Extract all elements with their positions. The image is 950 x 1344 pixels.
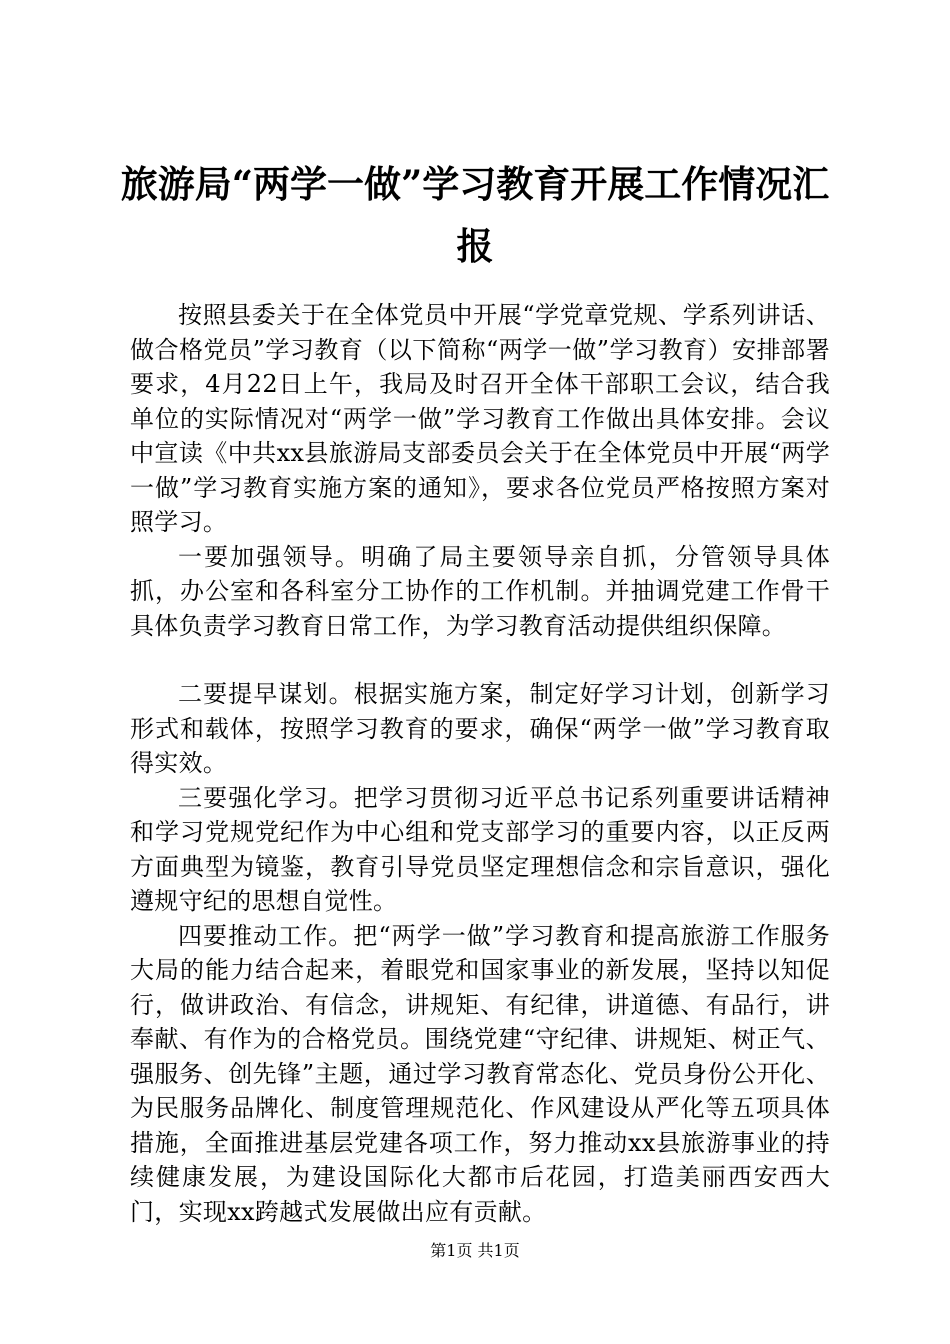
paragraph-planning: 二要提早谋划。根据实施方案，制定好学习计划，创新学习形式和载体，按照学习教育的要求，确保“两学一做”学习教育取得实效。 bbox=[130, 680, 830, 777]
page-footer: 第1页 共1页 bbox=[430, 1241, 520, 1260]
document-title-line-2: 报 bbox=[456, 224, 494, 268]
paragraph-intro: 按照县委关于在全体党员中开展“学党章党规、学系列讲话、做合格党员”学习教育（以下简称“两学一做”学习教育）安排部署要求，4月22日上午，我局及时召开全体干部职工会议，结合我单位的实际情况对“两学一做”学习教育工作做出具体安排。会议中宣读《中共xx县旅游局支部委员会关于在全体党员中开展“两学一做”学习教育实施方案的通知》，要求各位党员严格按照方案对照学习。 bbox=[130, 301, 830, 536]
paragraph-leadership: 一要加强领导。明确了局主要领导亲自抓，分管领导具体抓，办公室和各科室分工协作的工作机制。并抽调党建工作骨干具体负责学习教育日常工作，为学习教育活动提供组织保障。 bbox=[130, 542, 830, 640]
paragraph-study: 三要强化学习。把学习贯彻习近平总书记系列重要讲话精神和学习党规党纪作为中心组和党支部学习的重要内容，以正反两方面典型为镜鉴，教育引导党员坚定理想信念和宗旨意识，强化遵规守纪的思想自觉性。 bbox=[130, 783, 830, 915]
paragraph-work: 四要推动工作。把“两学一做”学习教育和提高旅游工作服务大局的能力结合起来，着眼党和国家事业的新发展，坚持以知促行，做讲政治、有信念，讲规矩、有纪律，讲道德、有品行，讲奉献、有作为的合格党员。围绕党建“守纪律、讲规矩、树正气、强服务、创先锋”主题，通过学习教育常态化、党员身份公开化、为民服务品牌化、制度管理规范化、作风建设从严化等五项具体措施，全面推进基层党建各项工作，努力推动xx县旅游事业的持续健康发展，为建设国际化大都市后花园，打造美丽西安西大门，实现xx跨越式发展做出应有贡献。 bbox=[130, 921, 830, 1226]
document-body bbox=[130, 298, 830, 1229]
document-title-line-1: 旅游局“两学一做”学习教育开展工作情况汇 bbox=[120, 162, 830, 206]
